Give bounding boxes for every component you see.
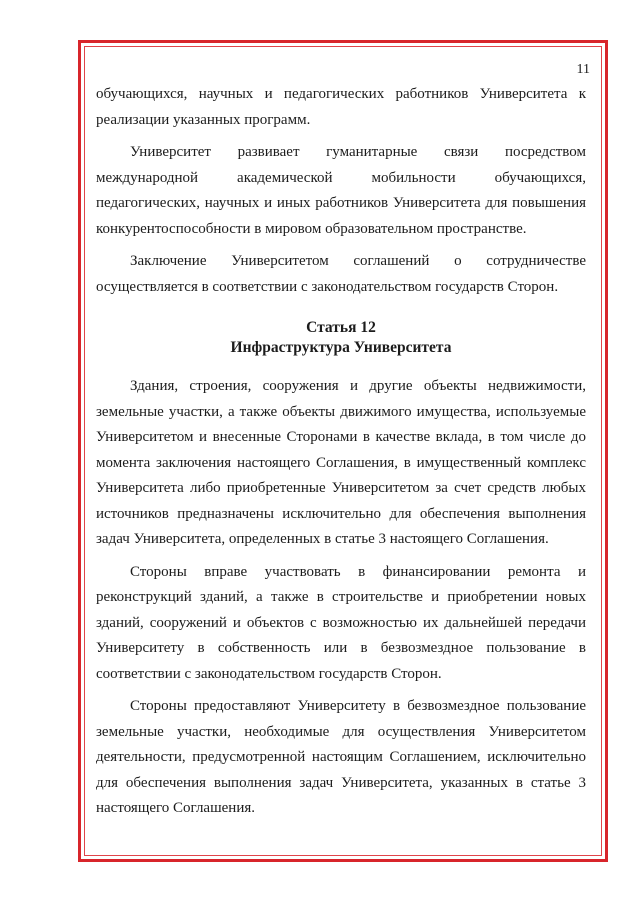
article-number: Статья 12 — [306, 319, 376, 336]
paragraph-continuation: обучающихся, научных и педагогических работников Университета к реализации указанных программ. — [96, 86, 586, 128]
paragraph-financing: Стороны вправе участвовать в финансировании ремонта и реконструкций зданий, а также в строительстве и приобретении новых зданий, сооружений и объектов с возможностью их дальнейшей передачи Университету в собственность или в безвозмездное пользование в соответствии с законодательством государств Сторон. — [96, 563, 586, 682]
article-heading — [96, 318, 586, 358]
paragraph-agreements: Заключение Университетом соглашений о сотрудничестве осуществляется в соответствии с законодательством государств Сторон. — [96, 253, 586, 295]
paragraph-land-use: Стороны предоставляют Университету в безвозмездное пользование земельные участки, необходимые для осуществления Университетом деятельности, предусмотренной настоящим Соглашением, исключительно для обеспечения выполнения задач Университета, указанных в статье 3 настоящего Соглашения. — [96, 698, 586, 816]
document-body — [96, 82, 586, 829]
paragraph-humanitarian-ties: Университет развивает гуманитарные связи посредством международной академической мобильности обучающихся, педагогических, научных и иных работников Университета для повышения конкурентоспособности в мировом образовательном пространстве. — [96, 144, 586, 237]
paragraph-property: Здания, строения, сооружения и другие объекты недвижимости, земельные участки, а также объекты движимого имущества, используемые Университетом и внесенные Сторонами в качестве вклада, в том числе до момента заключения настоящего Соглашения, в имущественный комплекс Университета либо приобретенные Университетом за счет средств любых источников предназначены исключительно для обеспечения выполнения задач Университета, определенных в статье 3 настоящего Соглашения. — [96, 378, 586, 547]
article-title: Инфраструктура Университета — [230, 339, 452, 356]
page-number: 11 — [576, 62, 590, 77]
